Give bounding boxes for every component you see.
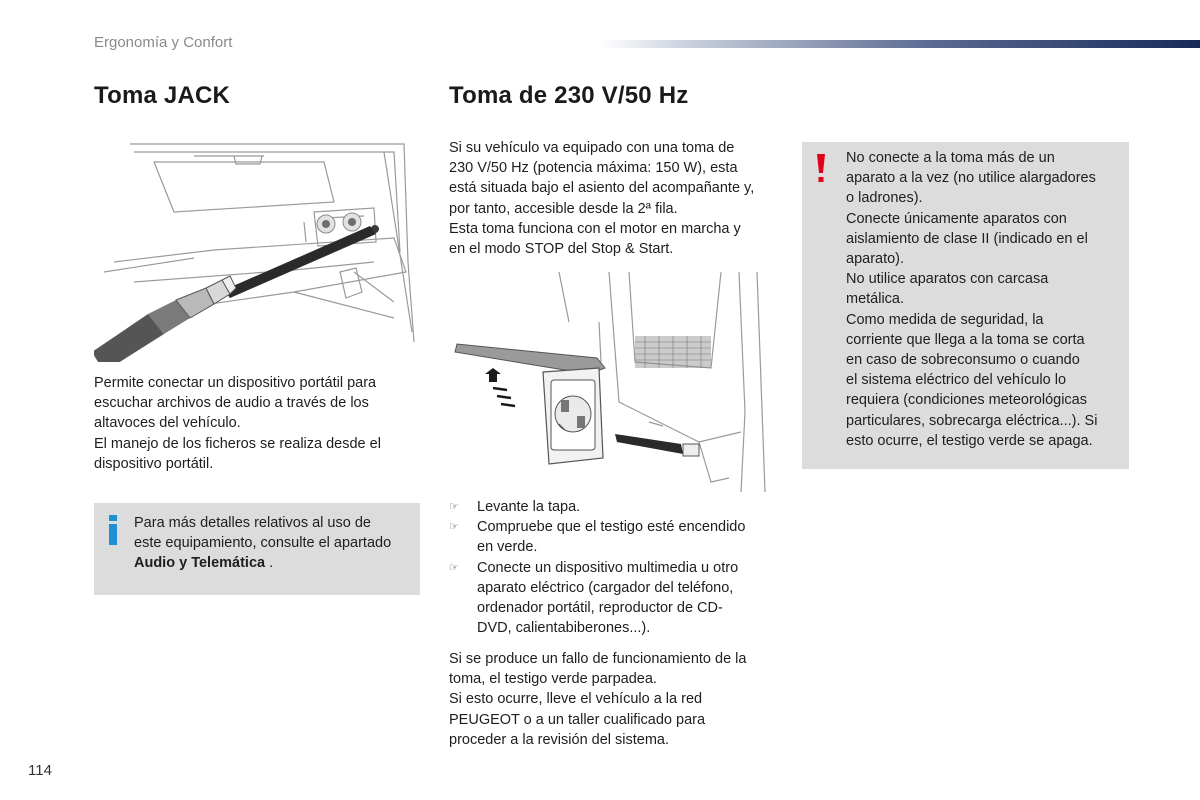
malfunction-text bbox=[449, 649, 779, 750]
warning-line: particulares, sobrecarga eléctrica...). Si bbox=[846, 412, 1098, 429]
info-text bbox=[134, 513, 414, 574]
jack-description-line: dispositivo portátil. bbox=[94, 455, 214, 472]
info-line: este equipamiento, consulte el apartado bbox=[134, 535, 392, 552]
malfunction-line: toma, el testigo verde parpadea. bbox=[449, 671, 657, 688]
power-socket-illustration bbox=[449, 272, 771, 492]
socket-intro-line: por tanto, accesible desde la 2ª fila. bbox=[449, 200, 678, 217]
warning-line: No utilice aparatos con carcasa bbox=[846, 271, 1049, 288]
info-icon bbox=[108, 515, 118, 545]
warning-line: metálica. bbox=[846, 291, 905, 308]
step-text: Conecte un dispositivo multimedia u otro bbox=[477, 559, 739, 576]
pointing-hand-icon: ☞ bbox=[449, 561, 459, 574]
step-text: Levante la tapa. bbox=[477, 499, 581, 515]
warning-icon bbox=[816, 154, 826, 184]
warning-line: No conecte a la toma más de un bbox=[846, 150, 1055, 166]
socket-intro-line: en el modo STOP del Stop & Start. bbox=[449, 241, 674, 258]
step-text: DVD, calientabiberones...). bbox=[477, 620, 651, 637]
socket-intro-line: Esta toma funciona con el motor en marcha y bbox=[449, 220, 741, 237]
pointing-hand-icon: ☞ bbox=[449, 521, 459, 534]
step-text: Compruebe que el testigo esté encendido bbox=[477, 519, 746, 536]
step-text: en verde. bbox=[477, 539, 538, 556]
header-rule bbox=[600, 40, 1200, 48]
jack-description-line: altavoces del vehículo. bbox=[94, 415, 241, 432]
socket-intro-line: 230 V/50 Hz (potencia máxima: 150 W), esta bbox=[449, 160, 738, 177]
jack-description-line: escuchar archivos de audio a través de los bbox=[94, 395, 369, 412]
warning-line: en caso de sobreconsumo o cuando bbox=[846, 352, 1080, 369]
malfunction-line: Si esto ocurre, lleve el vehículo a la red bbox=[449, 691, 703, 708]
jack-socket-illustration bbox=[94, 142, 420, 362]
pointing-hand-icon: ☞ bbox=[449, 501, 459, 513]
socket-title: Toma de 230 V/50 Hz bbox=[449, 82, 689, 109]
jack-description-line: El manejo de los ficheros se realiza desde el bbox=[94, 435, 381, 452]
jack-description bbox=[94, 373, 414, 474]
page-number: 114 bbox=[28, 762, 52, 779]
info-line: Para más detalles relativos al uso de bbox=[134, 515, 371, 531]
jack-description-line: Permite conectar un dispositivo portátil para bbox=[94, 375, 377, 391]
malfunction-line: proceder a la revisión del sistema. bbox=[449, 731, 670, 748]
socket-intro bbox=[449, 138, 779, 259]
audio-telematica-reference: Audio y Telemática bbox=[134, 555, 266, 572]
warning-line: el sistema eléctrico del vehículo lo bbox=[846, 372, 1067, 389]
warning-line: aislamiento de clase II (indicado en el bbox=[846, 230, 1088, 247]
info-suffix: . bbox=[265, 555, 274, 572]
socket-intro-line: Si su vehículo va equipado con una toma de bbox=[449, 140, 735, 156]
step-text: aparato eléctrico (cargador del teléfono, bbox=[477, 579, 734, 596]
warning-line: Como medida de seguridad, la bbox=[846, 311, 1044, 328]
warning-line: aparato a la vez (no utilice alargadores bbox=[846, 170, 1096, 187]
malfunction-line: Si se produce un fallo de funcionamiento de la bbox=[449, 651, 747, 667]
warning-text bbox=[846, 148, 1122, 451]
step-item bbox=[449, 558, 779, 639]
info-box bbox=[94, 503, 420, 595]
section-label: Ergonomía y Confort bbox=[94, 34, 233, 51]
step-item bbox=[449, 497, 779, 517]
socket-intro-line: está situada bajo el asiento del acompañante y, bbox=[449, 180, 755, 197]
warning-box bbox=[802, 142, 1129, 469]
warning-line: o ladrones). bbox=[846, 190, 923, 207]
jack-title: Toma JACK bbox=[94, 82, 231, 109]
warning-line: corriente que llega a la toma se corta bbox=[846, 331, 1085, 348]
warning-line: aparato). bbox=[846, 251, 905, 268]
warning-line: Conecte únicamente aparatos con bbox=[846, 210, 1067, 227]
malfunction-line: PEUGEOT o a un taller cualificado para bbox=[449, 711, 706, 728]
step-text: ordenador portátil, reproductor de CD- bbox=[477, 600, 723, 617]
warning-line: requiera (condiciones meteorológicas bbox=[846, 392, 1087, 409]
warning-line: esto ocurre, el testigo verde se apaga. bbox=[846, 432, 1093, 449]
step-list bbox=[449, 497, 779, 638]
step-item bbox=[449, 517, 779, 557]
